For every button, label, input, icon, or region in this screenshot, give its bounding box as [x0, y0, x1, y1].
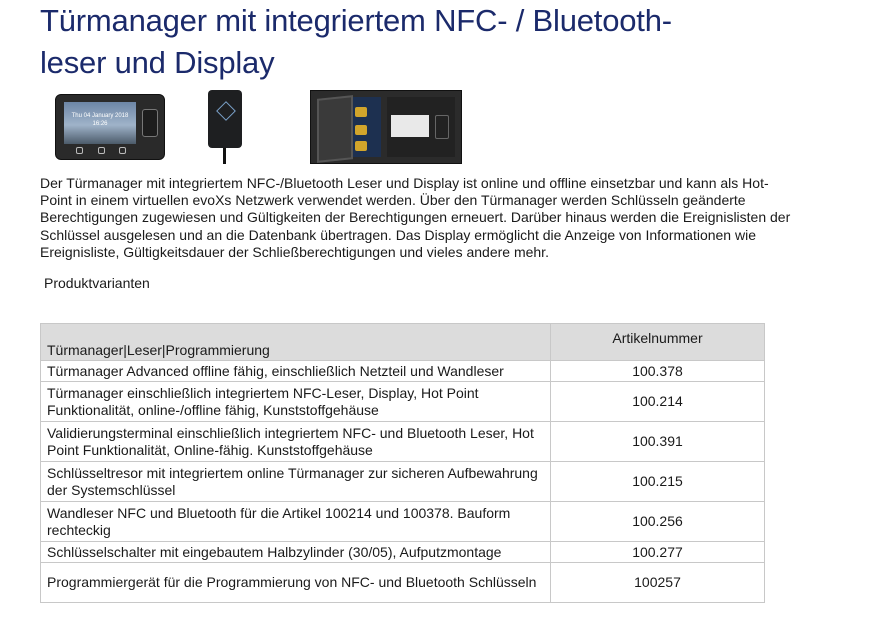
article-number-cell: 100.256 [551, 502, 765, 542]
product-cell: Schlüsselschalter mit eingebautem Halbzylinder (30/05), Aufputzmontage [41, 542, 551, 563]
table-row [41, 462, 765, 502]
table-row [41, 563, 765, 603]
cabinet-panel [387, 97, 455, 157]
product-variants-heading: Produktvarianten [44, 275, 150, 291]
table-row [41, 542, 765, 563]
column-header-article-number: Artikelnummer [551, 324, 765, 361]
product-cell: Validierungsterminal einschließlich integriertem NFC- und Bluetooth Leser, Hot Point Funktionalität, Online-fähig. Kunststoffgehäuse [41, 422, 551, 462]
product-cell: Wandleser NFC und Bluetooth für die Artikel 100214 und 100378. Bauform rechteckig [41, 502, 551, 542]
article-number-cell: 100.378 [551, 361, 765, 382]
product-cell: Türmanager Advanced offline fähig, einschließlich Netzteil und Wandleser [41, 361, 551, 382]
tablet-buttons [76, 147, 126, 153]
diamond-logo-icon [216, 101, 236, 121]
tablet-time: 16:26 [92, 121, 108, 127]
cabinet-door [317, 95, 353, 163]
title-line-1: Türmanager mit integriertem NFC- / Bluetooth- [40, 3, 672, 38]
article-number-cell: 100.215 [551, 462, 765, 502]
wall-reader-image [208, 90, 242, 148]
table-header-row [41, 324, 765, 361]
table-row [41, 361, 765, 382]
tablet-screen [64, 102, 136, 144]
tablet-door-manager-image [55, 94, 165, 160]
reader-cable [223, 148, 226, 164]
column-header-product: Türmanager|Leser|Programmierung [41, 324, 551, 361]
product-cell: Türmanager einschließlich integriertem NFC-Leser, Display, Hot Point Funktionalität, online-/offline fähig, Kunststoffgehäuse [41, 382, 551, 422]
table-row [41, 502, 765, 542]
table-row [41, 382, 765, 422]
page-title [40, 0, 840, 84]
article-number-cell: 100.391 [551, 422, 765, 462]
article-number-cell: 100.277 [551, 542, 765, 563]
article-number-cell: 100.214 [551, 382, 765, 422]
cabinet-display [391, 115, 429, 137]
key-safe-image [310, 90, 462, 164]
product-cell: Programmiergerät für die Programmierung von NFC- und Bluetooth Schlüsseln [41, 563, 551, 603]
nfc-reader-icon [142, 109, 158, 137]
product-cell: Schlüsseltresor mit integriertem online Türmanager zur sicheren Aufbewahrung der Systemschlüssel [41, 462, 551, 502]
cabinet-reader-icon [435, 115, 449, 139]
title-line-2: leser und Display [40, 45, 275, 80]
article-number-cell: 100257 [551, 563, 765, 603]
product-description: Der Türmanager mit integriertem NFC-/Bluetooth Leser und Display ist online und offline einsetzbar und kann als Hot-Point in einem virtuellen evoXs Netzwerk verwendet werden. Über den Türmanager werden Schlüsseln geänderte Berechtigungen zugewiesen und Gültigkeiten der Berechtigungen erneuert. Darüber hinaus werden die Ereignislisten der Schlüssel ausgelesen und an die Datenbank übertragen. Das Display ermöglicht die Anzeige von Informationen wie Ereignisliste, Gültigkeitsdauer der Schließberechtigungen und vieles andere mehr. [40, 175, 791, 260]
table-row [41, 422, 765, 462]
product-variants-table [40, 323, 765, 603]
tablet-date: Thu 04 January 2018 [71, 113, 129, 119]
